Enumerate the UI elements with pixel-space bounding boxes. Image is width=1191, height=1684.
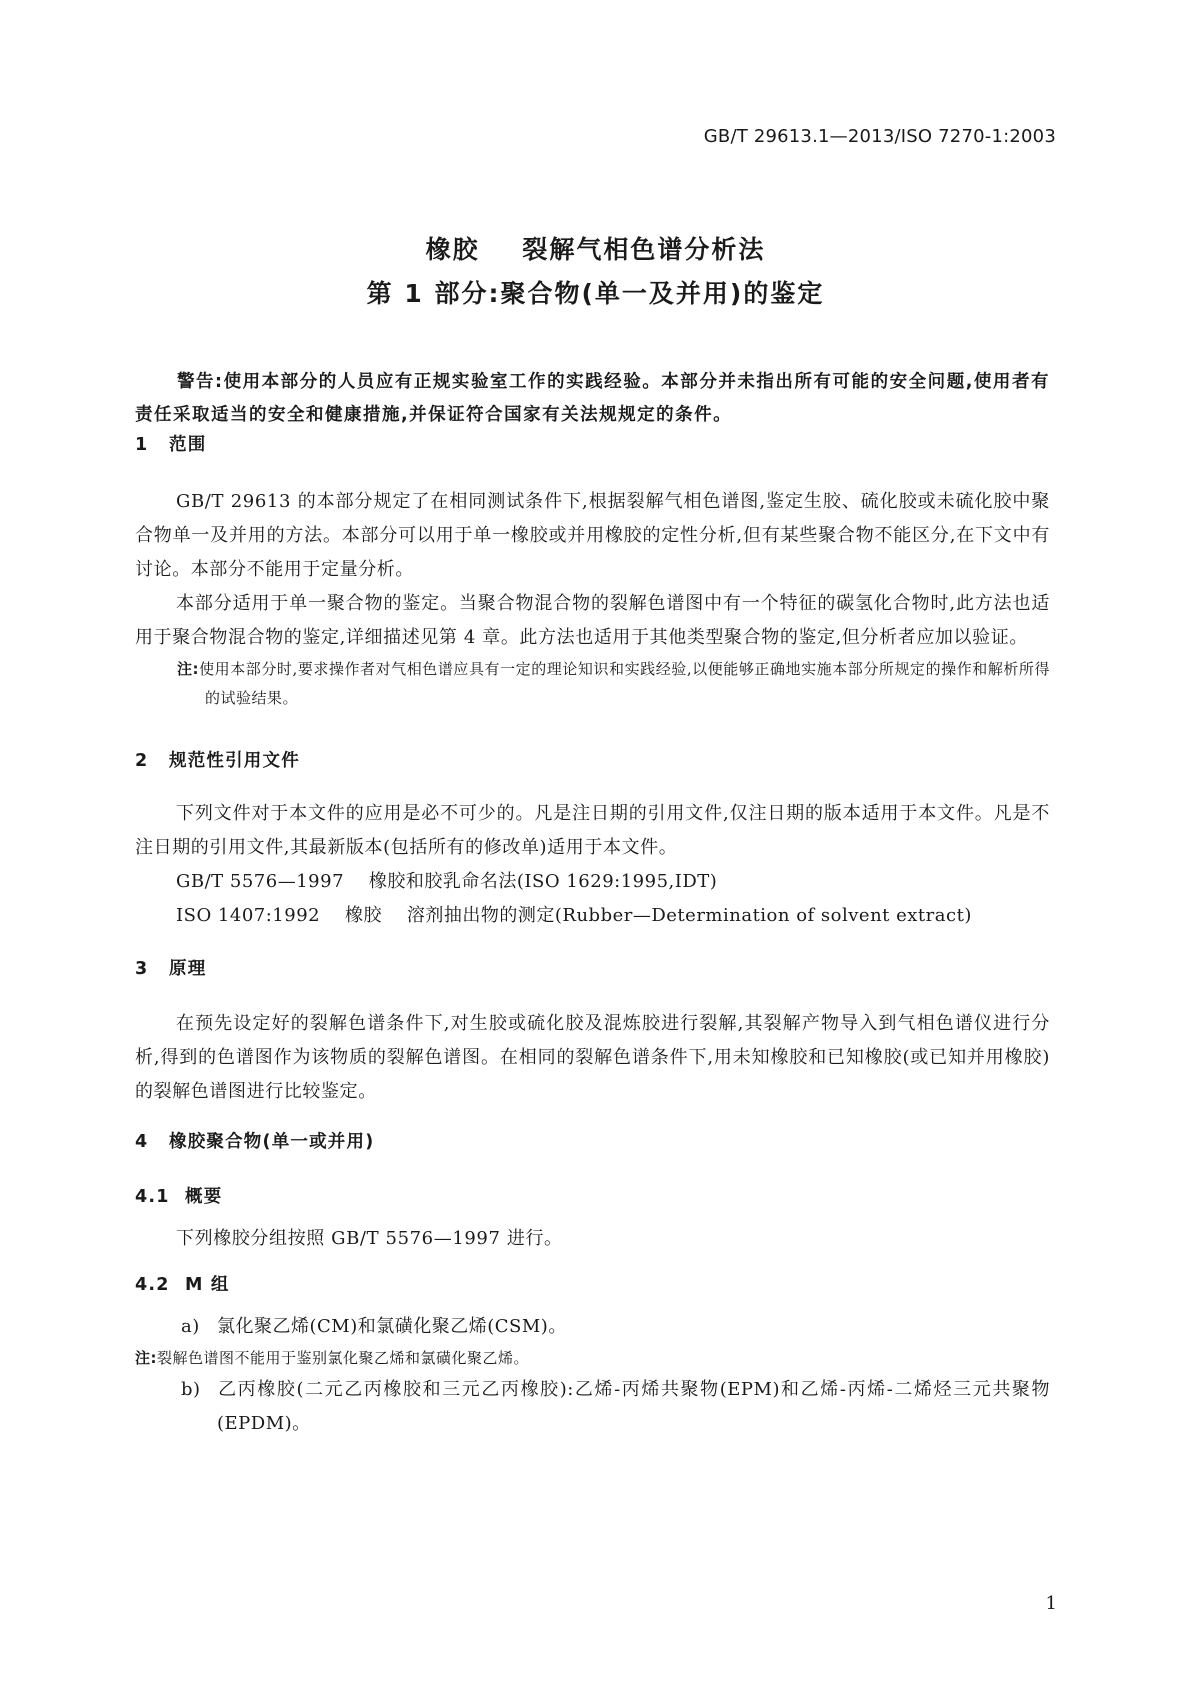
- section-title: 概要: [185, 1187, 223, 1207]
- section-title: 范围: [169, 435, 207, 455]
- item-text: 乙丙橡胶(二元乙丙橡胶和三元乙丙橡胶):乙烯-丙烯共聚物(EPM)和乙烯-丙烯-二烯烃三元共聚物(EPDM)。: [217, 1379, 1050, 1434]
- section-4-heading: [135, 1128, 374, 1153]
- item-text: 氯化聚乙烯(CM)和氯磺化聚乙烯(CSM)。: [217, 1316, 567, 1337]
- warning-paragraph: 警告:使用本部分的人员应有正规实验室工作的实践经验。本部分并未指出所有可能的安全问题,使用者有责任采取适当的安全和健康措施,并保证符合国家有关法规规定的条件。: [135, 372, 1050, 425]
- standard-code: GB/T 29613.1—2013/ISO 7270-1:2003: [703, 126, 1056, 147]
- section-title: M 组: [185, 1275, 230, 1295]
- title-line-1: 橡胶 裂解气相色谱分析法: [425, 235, 766, 264]
- section-number: 4.1: [135, 1187, 170, 1207]
- title-line-2: 第 1 部分:聚合物(单一及并用)的鉴定: [366, 279, 825, 308]
- reference-item: GB/T 5576—1997 橡胶和胶乳命名法(ISO 1629:1995,IDT): [176, 871, 718, 892]
- section-4-2-body: [135, 1310, 1050, 1441]
- section-title: 规范性引用文件: [169, 751, 300, 771]
- section-4-1-heading: [135, 1183, 222, 1208]
- note-text: 裂解色谱图不能用于鉴别氯化聚乙烯和氯磺化聚乙烯。: [157, 1349, 530, 1367]
- scope-paragraph-1: GB/T 29613 的本部分规定了在相同测试条件下,根据裂解气相色谱图,鉴定生胶、硫化胶或未硫化胶中聚合物单一及并用的方法。本部分可以用于单一橡胶或并用橡胶的定性分析,但有某些聚合物不能区分,在下文中有讨论。本部分不能用于定量分析。: [135, 491, 1050, 580]
- section-2-heading: [135, 747, 300, 772]
- page-number: 1: [1045, 1593, 1057, 1614]
- section-1-body: [135, 485, 1050, 713]
- section-number: 3: [135, 959, 149, 979]
- section-number: 2: [135, 751, 149, 771]
- section-2-body: [135, 797, 1050, 933]
- note-label: 注:: [177, 660, 200, 678]
- section-number: 4.2: [135, 1275, 170, 1295]
- section-number: 1: [135, 435, 149, 455]
- references-intro: 下列文件对于本文件的应用是必不可少的。凡是注日期的引用文件,仅注日期的版本适用于本文件。凡是不注日期的引用文件,其最新版本(包括所有的修改单)适用于本文件。: [135, 803, 1050, 858]
- item-marker: b): [181, 1379, 201, 1400]
- section-number: 4: [135, 1132, 149, 1152]
- principle-paragraph: 在预先设定好的裂解色谱条件下,对生胶或硫化胶及混炼胶进行裂解,其裂解产物导入到气相色谱仪进行分析,得到的色谱图作为该物质的裂解色谱图。在相同的裂解色谱条件下,用未知橡胶和已知橡胶(或已知并用橡胶)的裂解色谱图进行比较鉴定。: [135, 1013, 1050, 1102]
- section-title: 橡胶聚合物(单一或并用): [169, 1132, 375, 1152]
- list-item: [135, 1310, 1050, 1344]
- reference-item: ISO 1407:1992 橡胶 溶剂抽出物的测定(Rubber—Determination of solvent extract): [176, 905, 972, 926]
- note-text: 使用本部分时,要求操作者对气相色谱应具有一定的理论知识和实践经验,以便能够正确地实施本部分所规定的操作和解析所得的试验结果。: [199, 660, 1050, 707]
- overview-paragraph: 下列橡胶分组按照 GB/T 5576—1997 进行。: [176, 1228, 563, 1249]
- scope-note: [163, 655, 1050, 713]
- note-label: 注:: [135, 1349, 157, 1367]
- section-3-body: [135, 1007, 1050, 1109]
- section-1-heading: [135, 431, 206, 456]
- section-4-2-heading: [135, 1271, 230, 1296]
- section-title: 原理: [169, 959, 207, 979]
- scope-paragraph-2: 本部分适用于单一聚合物的鉴定。当聚合物混合物的裂解色谱图中有一个特征的碳氢化合物时,此方法也适用于聚合物混合物的鉴定,详细描述见第 4 章。此方法也适用于其他类型聚合物的鉴定,但分析者应加以验证。: [135, 593, 1050, 648]
- section-3-heading: [135, 955, 206, 980]
- item-marker: a): [181, 1316, 200, 1337]
- list-item: [135, 1373, 1050, 1441]
- section-4-1-body: [135, 1222, 1050, 1256]
- m-group-note: [135, 1344, 1050, 1373]
